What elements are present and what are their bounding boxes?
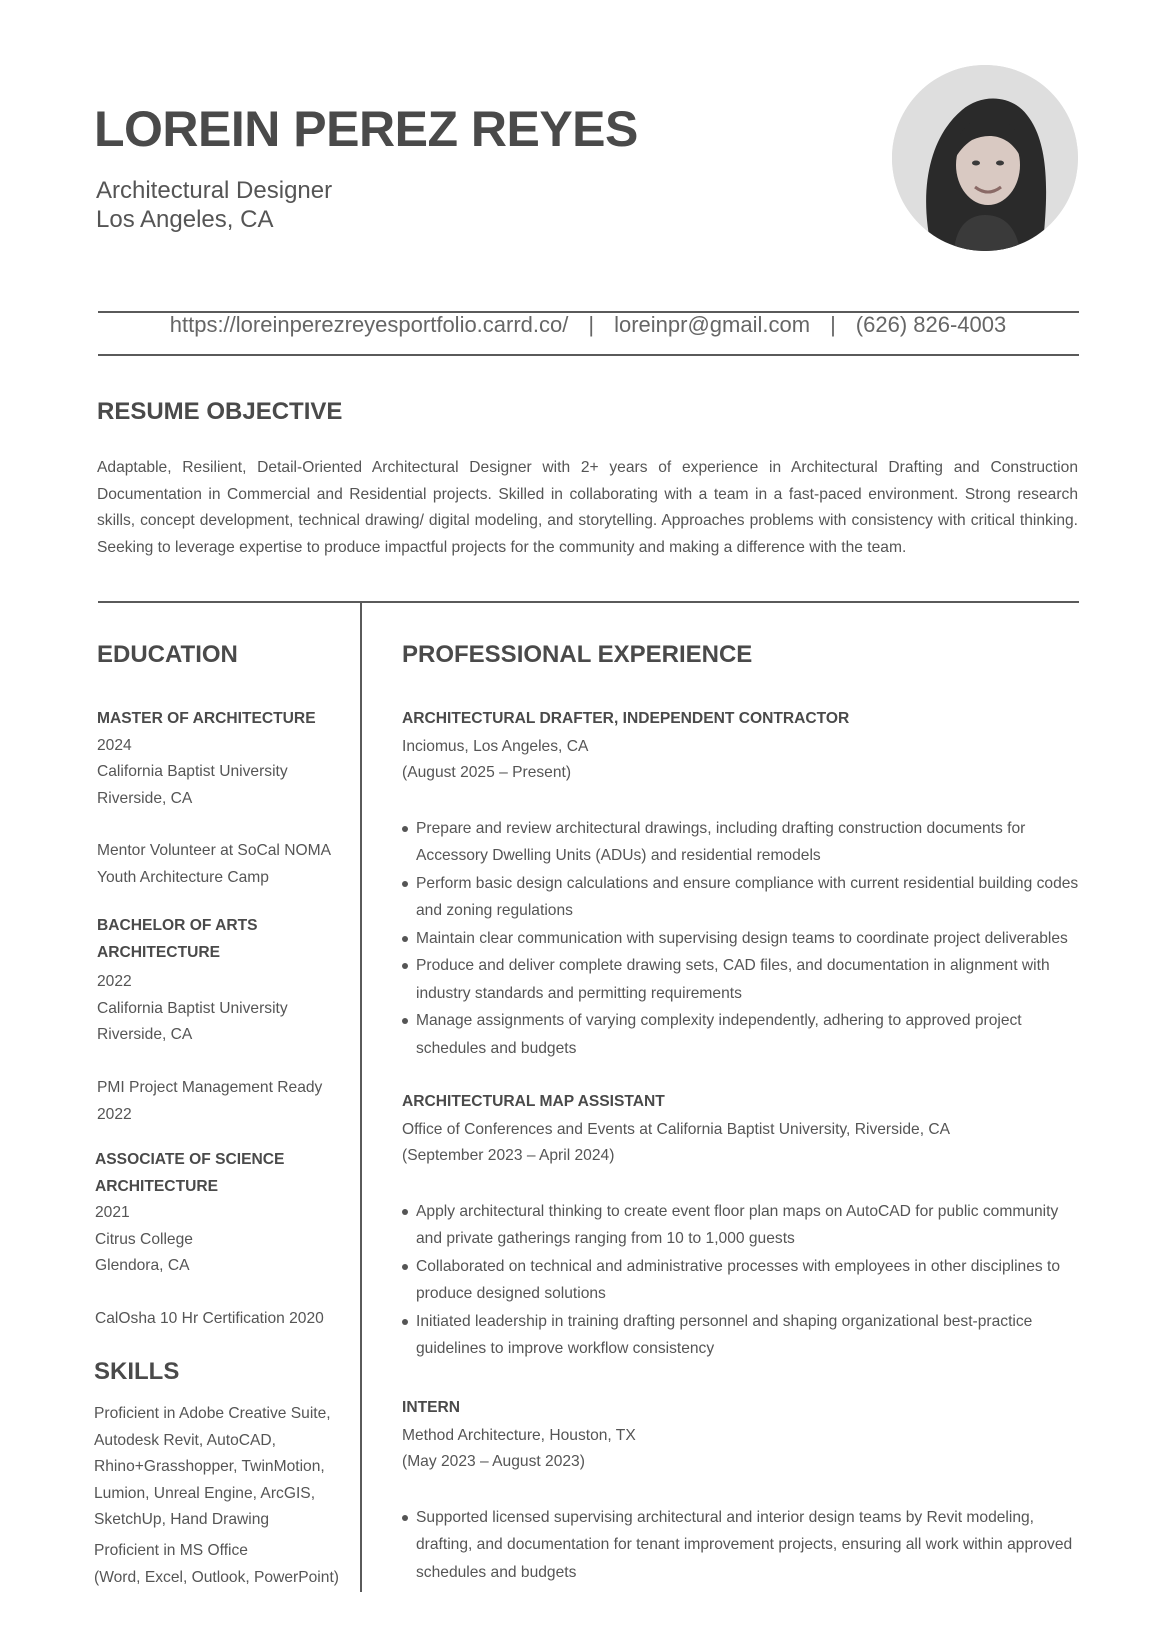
job-dates: (August 2025 – Present) — [402, 764, 572, 782]
skill-line: Proficient in Adobe Creative Suite, — [94, 1405, 331, 1422]
job-title: Architectural Designer — [96, 177, 333, 204]
job-organization: Inciomus, Los Angeles, CA — [402, 737, 589, 755]
divider-contact-bottom — [98, 354, 1079, 356]
school-name: California Baptist University — [97, 999, 288, 1017]
skill-line: (Word, Excel, Outlook, PowerPoint) — [94, 1568, 339, 1586]
job-bullet: Initiated leadership in training drafting personnel and shaping organizational best-practice guidelines to improve workflow consistency — [402, 1308, 1080, 1363]
experience-heading: PROFESSIONAL EXPERIENCE — [402, 641, 753, 668]
job-bullet: Supported licensed supervising architectural and interior design teams by Revit modeling, drafting, and documentation for tenant improvement projects, ensuring all work within approved schedules and budgets — [402, 1504, 1080, 1587]
job-dates: (September 2023 – April 2024) — [402, 1147, 615, 1165]
education-associate — [95, 1147, 365, 1333]
skill-line: Autodesk Revit, AutoCAD, — [94, 1431, 277, 1449]
degree-title: ARCHITECTURE — [97, 943, 221, 961]
degree-title: ARCHITECTURE — [95, 1177, 219, 1195]
job-bullet: Collaborated on technical and administrative processes with employees in other disciplines to produce designed solutions — [402, 1253, 1080, 1308]
job-entry — [402, 1089, 1080, 1363]
education-note: PMI Project Management Ready — [97, 1078, 323, 1096]
profile-photo — [892, 65, 1078, 251]
degree-title: BACHELOR OF ARTS — [97, 917, 258, 934]
degree-title: MASTER OF ARCHITECTURE — [97, 710, 316, 727]
skills-heading: SKILLS — [94, 1358, 180, 1385]
job-bullet: Produce and deliver complete drawing sets, CAD files, and documentation in alignment with industry standards and permitting requirements — [402, 952, 1080, 1007]
objective-heading: RESUME OBJECTIVE — [97, 398, 343, 425]
skill-line: Rhino+Grasshopper, TwinMotion, — [94, 1458, 325, 1476]
contact-bar — [98, 312, 1078, 338]
job-bullets — [402, 1198, 1080, 1363]
degree-year: 2021 — [95, 1204, 130, 1222]
skill-line: Lumion, Unreal Engine, ArcGIS, — [94, 1484, 316, 1502]
job-role: INTERN — [402, 1399, 461, 1416]
school-location: Riverside, CA — [97, 789, 193, 807]
school-name: Citrus College — [95, 1230, 193, 1248]
degree-year: 2024 — [97, 736, 132, 754]
job-dates: (May 2023 – August 2023) — [402, 1453, 585, 1471]
separator: | — [830, 312, 836, 337]
job-bullet: Apply architectural thinking to create event floor plan maps on AutoCAD for public community and private gatherings ranging from 10 to 1,000 guests — [402, 1198, 1080, 1253]
skill-line: SketchUp, Hand Drawing — [94, 1511, 270, 1529]
school-location: Riverside, CA — [97, 1026, 193, 1044]
job-bullet: Manage assignments of varying complexity independently, adhering to approved project schedules and budgets — [402, 1007, 1080, 1062]
education-note: Mentor Volunteer at SoCal NOMA — [97, 842, 332, 860]
education-note: CalOsha 10 Hr Certification 2020 — [95, 1309, 324, 1327]
skill-line: Proficient in MS Office — [94, 1541, 248, 1559]
education-bachelors — [97, 913, 367, 1128]
job-entry — [402, 706, 1080, 1062]
email-link[interactable]: loreinpr@gmail.com — [614, 312, 811, 337]
education-heading: EDUCATION — [97, 641, 238, 668]
job-bullet: Perform basic design calculations and ensure compliance with current residential building codes and zoning regulations — [402, 870, 1080, 925]
job-bullets — [402, 1504, 1080, 1587]
skills-list — [94, 1401, 364, 1591]
objective-text: Adaptable, Resilient, Detail-Oriented Architectural Designer with 2+ years of experience in Architectural Drafting and Construction Documentation in Commercial and Residential projects. Skilled in collaborating with a team in a fast-paced environment. Strong research skills, concept development, technical drawing/ digital modeling, and storytelling. Approaches problems with consistency with critical thinking. Seeking to leverage expertise to produce impactful projects for the community and making a difference with the team. — [97, 459, 1078, 556]
school-name: California Baptist University — [97, 763, 288, 781]
job-bullet: Prepare and review architectural drawings, including drafting construction documents for Accessory Dwelling Units (ADUs) and residential remodels — [402, 815, 1080, 870]
job-role: ARCHITECTURAL MAP ASSISTANT — [402, 1093, 665, 1110]
job-role: ARCHITECTURAL DRAFTER, INDEPENDENT CONTRACTOR — [402, 710, 850, 727]
job-organization: Method Architecture, Houston, TX — [402, 1426, 636, 1444]
education-note: 2022 — [97, 1105, 132, 1123]
candidate-name: LOREIN PEREZ REYES — [94, 101, 638, 157]
education-masters — [97, 706, 367, 892]
degree-year: 2022 — [97, 973, 132, 991]
job-organization: Office of Conferences and Events at California Baptist University, Riverside, CA — [402, 1120, 951, 1138]
job-bullet: Maintain clear communication with supervising design teams to coordinate project deliverables — [402, 925, 1080, 953]
education-note: Youth Architecture Camp — [97, 868, 269, 886]
degree-title: ASSOCIATE OF SCIENCE — [95, 1151, 285, 1168]
job-bullets — [402, 815, 1080, 1063]
job-entry — [402, 1395, 1080, 1586]
location: Los Angeles, CA — [96, 206, 274, 233]
website-link[interactable]: https://loreinperezreyesportfolio.carrd.co/ — [169, 312, 569, 337]
divider-section — [98, 601, 1079, 603]
separator: | — [588, 312, 595, 337]
school-location: Glendora, CA — [95, 1257, 190, 1275]
phone-number: (626) 826-4003 — [855, 312, 1007, 337]
